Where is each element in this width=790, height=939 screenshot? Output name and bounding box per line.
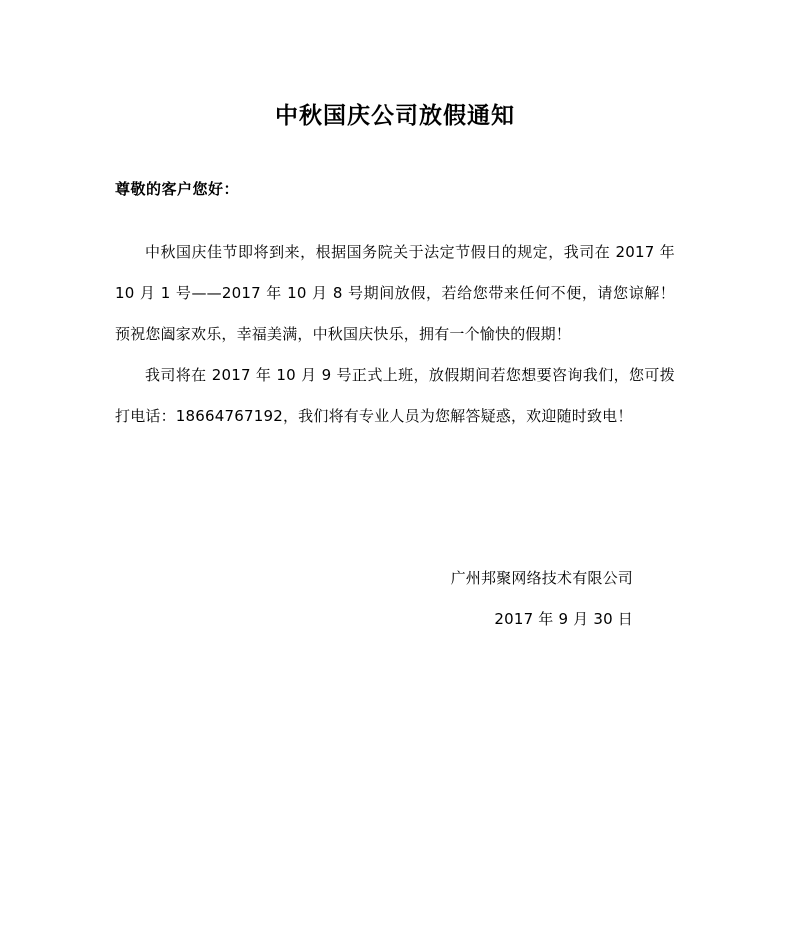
paragraph-2: 我司将在 2017 年 10 月 9 号正式上班，放假期间若您想要咨询我们，您可拨打电话：18664767192，我们将有专业人员为您解答疑惑，欢迎随时致电！	[115, 365, 675, 425]
body-text	[115, 199, 675, 437]
page-title: 中秋国庆公司放假通知	[275, 103, 515, 129]
signature-date: 2017 年 9 月 30 日	[494, 610, 633, 628]
paragraph-1: 中秋国庆佳节即将到来，根据国务院关于法定节假日的规定，我司在 2017 年 10 月 1 号——2017 年 10 月 8 号期间放假，若给您带来任何不便，请您谅解！预祝您阖家欢乐，幸福美满，中秋国庆快乐，拥有一个愉快的假期！	[115, 242, 675, 343]
signature-block	[115, 558, 675, 640]
salutation: 尊敬的客户您好：	[115, 179, 240, 198]
signature-company: 广州邦聚网络技术有限公司	[450, 569, 633, 587]
